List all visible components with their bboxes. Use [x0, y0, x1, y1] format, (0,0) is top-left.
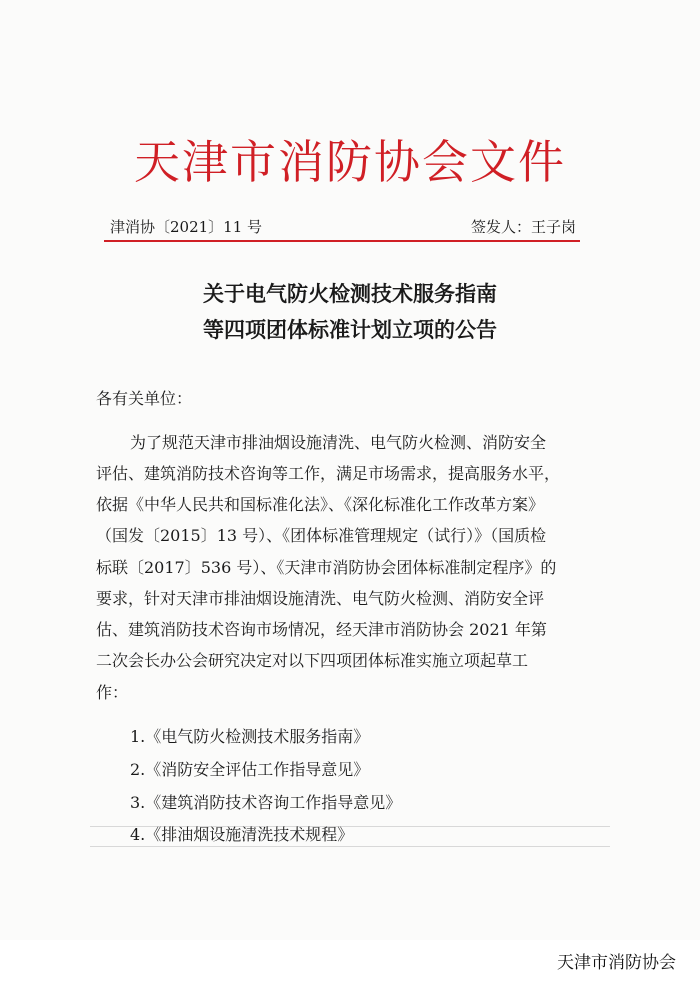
- body-paragraph-line: 评估、建筑消防技术咨询等工作，满足市场需求，提高服务水平，: [96, 464, 561, 483]
- body-paragraph-line: 要求，针对天津市排油烟设施清洗、电气防火检测、消防安全评: [96, 589, 545, 608]
- bleed-through-line: [90, 846, 610, 847]
- standard-list-item: 3.《建筑消防技术咨询工作指导意见》: [130, 793, 402, 812]
- notice-title-line-1: 关于电气防火检测技术服务指南: [203, 282, 497, 306]
- body-paragraph-line: 二次会长办公会研究决定对以下四项团体标准实施立项起草工: [96, 651, 529, 670]
- body-paragraph-line: 作：: [96, 683, 129, 702]
- standard-list-item: 2.《消防安全评估工作指导意见》: [130, 760, 370, 779]
- notice-title-line-2: 等四项团体标准计划立项的公告: [203, 318, 497, 342]
- document-number: 津消协〔2021〕11 号: [110, 218, 263, 236]
- body-paragraph-line: 为了规范天津市排油烟设施清洗、电气防火检测、消防安全: [130, 433, 547, 452]
- standard-list-item: 4.《排油烟设施清洗技术规程》: [130, 825, 354, 844]
- signer-label: 签发人：王子岗: [470, 218, 576, 236]
- salutation: 各有关单位：: [96, 389, 193, 408]
- standard-list-item: 1.《电气防火检测技术服务指南》: [130, 727, 370, 746]
- org-header-title: 天津市消防协会文件: [134, 135, 566, 189]
- body-paragraph-line: 估、建筑消防技术咨询市场情况，经天津市消防协会 2021 年第: [96, 620, 547, 639]
- body-paragraph-line: 标联〔2017〕536 号）、《天津市消防协会团体标准制定程序》的: [96, 558, 557, 577]
- body-paragraph-line: 依据《中华人民共和国标准化法》、《深化标准化工作改革方案》: [96, 495, 545, 514]
- red-divider-rule: [104, 240, 580, 242]
- body-paragraph-line: （国发〔2015〕13 号）、《团体标准管理规定（试行）》（国质检: [96, 526, 547, 545]
- footer-watermark: 天津市消防协会: [557, 953, 676, 973]
